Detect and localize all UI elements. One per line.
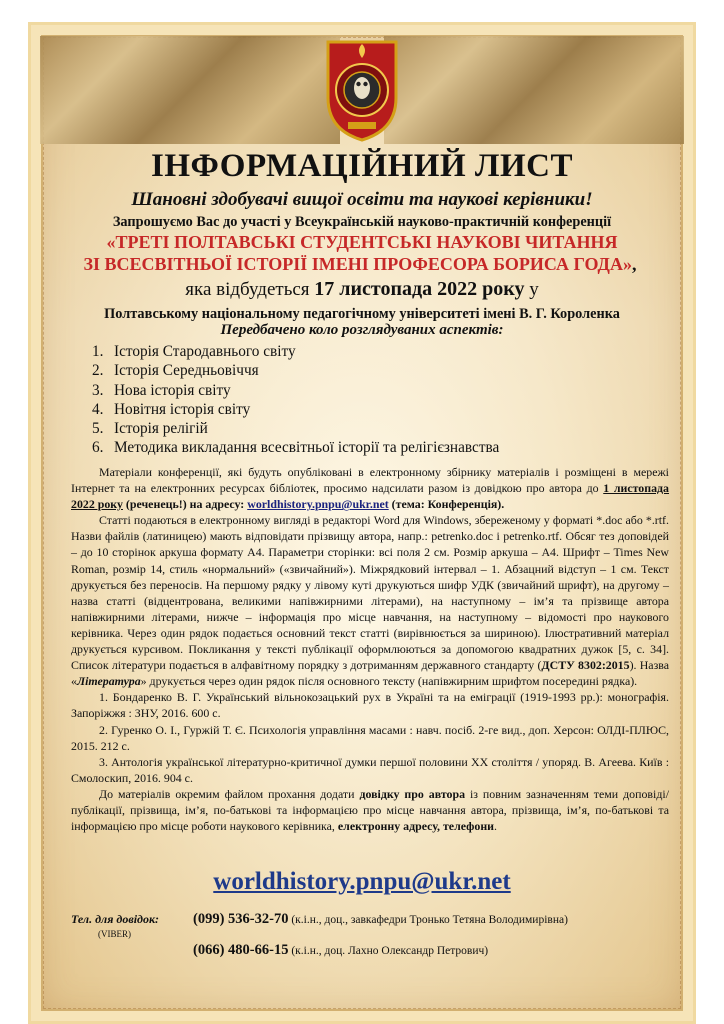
phone-2-owner: (к.і.н., доц. Лахно Олександр Петрович): [288, 945, 489, 957]
submission-email-link[interactable]: worldhistory.pnpu@ukr.net: [247, 497, 389, 512]
formatting-text: Статті подаються в електронному вигляді в редакторі Word для Windows, збереженому у форматі *.doc або *.rtf. Назви файлів (латиницею) мають відповідати прізвищу автора, напр.: petrenko.doc і petrenko.rtf. Обсяг тез доповідей – до 10 сторінок аркуша формату А4. Параметри сторінки: всі поля 2 см. Розмір аркуша – А4. Шрифт – Times New Roman, розмір 14, стиль «нормальний» («звичайний»). Міжрядковий інтервал – 1. Абзацний відступ – 1 см. Текст друкується без переносів. На першому рядку у лівому куті друкуються шифр УДК (звичайний шрифт), на другому – назва статті (відцентрована, великими напівжирними літерами), на наступному – ім’я та прізвище автора напівжирними літерами, нижче – інформація про місце навчання, на наступному – відомості про наукового керівника. Через один рядок подається основний текст статті (вирівнюється за шириною). Ілюстративний матеріал друкується курсивом. Покликання у тексті публікації оформлюються за допомогою квадратних дужок [5, с. 34]. Список літератури подається в алфавітному порядку з дотриманням державного стандарту (: [71, 513, 669, 673]
conference-title-comma: ,: [631, 254, 637, 274]
phone-number-2[interactable]: (066) 480-66-15: [193, 942, 289, 958]
reference-item: 2. Гуренко О. І., Гуржій Т. Є. Психологія управління масами : навч. посіб. 2-ге вид., доп. Херсон: ОЛДІ-ПЛЮС, 2015. 212 с.: [71, 722, 669, 753]
topic-number: 5.: [92, 420, 104, 438]
event-date: 17 листопада 2022 року: [314, 278, 525, 300]
author-info-bold: довідку про автора: [359, 786, 466, 801]
banner-image-right: [384, 36, 684, 144]
list-item: [92, 419, 499, 438]
university-name: Полтавському національному педагогічному університеті імені В. Г. Короленка: [104, 306, 620, 322]
body-text: [71, 464, 669, 834]
formatting-paragraph: [71, 512, 669, 689]
conference-title-line2: [0, 254, 722, 275]
author-info-paragraph: [71, 786, 669, 834]
conference-title-line2-text: ЗІ ВСЕСВІТНЬОЇ ІСТОРІЇ ІМЕНІ ПРОФЕСОРА БОРИСА ГОДА»: [83, 254, 632, 274]
university-crest-logo: [322, 38, 402, 142]
list-item: [92, 361, 499, 380]
topic-label: Історія Стародавнього світу: [114, 343, 296, 360]
submission-paragraph: [71, 464, 669, 512]
author-info-text: До матеріалів окремим файлом прохання додати: [99, 786, 360, 801]
topic-label: Нова історія світу: [114, 381, 231, 399]
contact-line-1: [71, 911, 568, 928]
topic-number: 6.: [92, 439, 104, 457]
list-item: [92, 342, 499, 361]
greeting: Шановні здобувачі вищої освіти та наукові керівники!: [131, 189, 593, 210]
contact-email-link[interactable]: worldhistory.pnpu@ukr.net: [213, 868, 511, 895]
reference-item: 1. Бондаренко В. Г. Український вільнокозацький рух в Україні та на еміграції (1919-1993 рр.): монографія. Запоріжжя : ЗНУ, 2016. 600 с.: [71, 690, 669, 721]
topic-label: Історія Середньовіччя: [114, 362, 259, 380]
topic-number: 1.: [92, 343, 104, 360]
list-item: [92, 381, 499, 400]
event-date-suffix: у: [524, 279, 539, 300]
invitation-text: Запрошуємо Вас до участі у Всеукраїнській науково-практичній конференції: [112, 214, 612, 230]
topic-number: 2.: [92, 362, 104, 380]
topic-number: 3.: [92, 381, 104, 399]
banner-image-left: [40, 36, 340, 144]
email-subject-note: (тема: Конференція).: [388, 497, 505, 512]
event-date-line: [0, 278, 724, 301]
dstu-standard: ДСТУ 8302:2015: [541, 658, 630, 673]
topic-number: 4.: [92, 400, 104, 418]
conference-title-line1: «ТРЕТІ ПОЛТАВСЬКІ СТУДЕНТСЬКІ НАУКОВІ ЧИТАННЯ: [106, 232, 618, 252]
topic-label: Новітня історія світу: [114, 400, 251, 418]
phone-number-1[interactable]: (099) 536-32-70: [193, 911, 289, 927]
deadline-note: (реченець!) на адресу:: [122, 497, 248, 512]
topics-list: [92, 342, 499, 458]
topic-label: Методика викладання всесвітньої історії та релігієзнавства: [114, 439, 500, 457]
page-title: ІНФОРМАЦІЙНИЙ ЛИСТ: [151, 148, 573, 184]
formatting-text-3: » друкується через один рядок після основного тексту (напівжирним шрифтом посередині рядка).: [140, 674, 638, 689]
formatting-text-2: ). Назва «: [71, 658, 670, 689]
list-item: [92, 400, 499, 419]
aspects-heading: Передбачено коло розглядуваних аспектів:: [220, 322, 504, 338]
viber-note: (VIBER): [98, 929, 131, 939]
contact-line-2: [71, 942, 488, 959]
contact-details-bold: електронну адресу, телефони: [337, 819, 495, 834]
literature-term: Література: [76, 674, 141, 689]
contact-label: Тел. для довідок:: [71, 912, 160, 926]
topic-label: Історія релігій: [114, 420, 208, 438]
list-item: [92, 438, 499, 457]
event-date-prefix: яка відбудеться: [185, 279, 315, 300]
reference-item: 3. Антологія української літературно-критичної думки першої половини ХХ століття / упоряд. В. Агеева. Київ : Смолоскип, 2016. 904 с.: [71, 754, 669, 785]
phone-1-owner: (к.і.н., доц., завкафедри Тронько Тетяна Володимирівна): [288, 914, 568, 926]
author-info-end: .: [494, 819, 498, 834]
submission-text: Матеріали конференції, які будуть опубліковані в електронному збірнику матеріалів і розміщені в мережі Інтернет та на електронних ресурсах бібліотек, просимо надсилати разом із довідкою про автора до: [71, 465, 669, 496]
author-info-text-2: із повним зазначенням теми доповіді/публікації, прізвища, ім’я, по-батькові та інформацією про місце навчання автора, прізвища, ім’я, по-батькові та інформацією про місце роботи наукового керівника,: [71, 786, 669, 834]
deadline-date: 1 листопада 2022 року: [71, 481, 670, 512]
